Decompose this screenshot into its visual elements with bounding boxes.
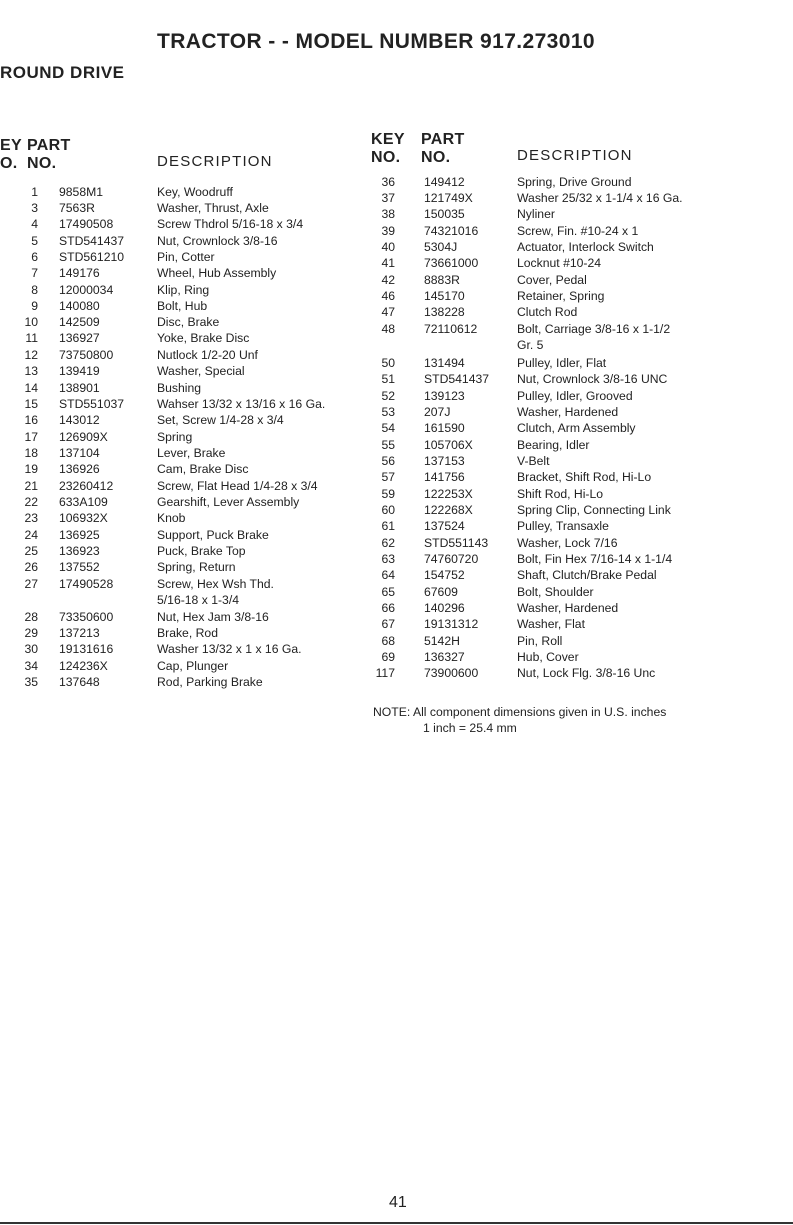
key-number: 66: [381, 601, 395, 615]
part-number: 5142H: [424, 634, 460, 648]
part-description: Cover, Pedal: [517, 273, 587, 287]
part-number: 73661000: [424, 256, 479, 270]
part-number: 136923: [59, 544, 100, 558]
part-number: 137552: [59, 560, 100, 574]
conversion-note: 1 inch = 25.4 mm: [423, 721, 517, 735]
key-number: 1: [31, 185, 38, 199]
part-description-continued: Gr. 5: [517, 338, 544, 352]
key-number: 26: [24, 560, 38, 574]
part-number: 122253X: [424, 487, 473, 501]
part-number: 142509: [59, 315, 100, 329]
part-description: Bracket, Shift Rod, Hi-Lo: [517, 470, 652, 484]
part-description: Bolt, Fin Hex 7/16-14 x 1-1/4: [517, 552, 673, 566]
key-number: 6: [31, 250, 38, 264]
key-number: 13: [24, 364, 38, 378]
key-number: 19: [24, 462, 38, 476]
part-description: Pulley, Transaxle: [517, 519, 609, 533]
dimension-note: NOTE: All component dimensions given in U.S. inches: [373, 705, 667, 719]
key-number: 17: [24, 430, 38, 444]
part-number: 7563R: [59, 201, 95, 215]
part-description: Brake, Rod: [157, 626, 218, 640]
part-description: Shift Rod, Hi-Lo: [517, 487, 604, 501]
part-description: Spring, Drive Ground: [517, 175, 632, 189]
part-description: Spring: [157, 430, 193, 444]
key-number: 39: [381, 224, 395, 238]
part-number: 137524: [424, 519, 465, 533]
key-number: 8: [31, 283, 38, 297]
key-number: 65: [381, 585, 395, 599]
part-number: 145170: [424, 289, 465, 303]
page-number: 41: [389, 1194, 407, 1211]
part-number: 137153: [424, 454, 465, 468]
key-number: 24: [24, 528, 38, 542]
left-part-header: PART NO.: [27, 137, 71, 172]
part-description: Bushing: [157, 381, 202, 395]
part-description: V-Belt: [517, 454, 550, 468]
key-number: 60: [381, 503, 395, 517]
part-description: Yoke, Brake Disc: [157, 331, 250, 345]
part-description: Puck, Brake Top: [157, 544, 246, 558]
key-number: 23: [24, 511, 38, 525]
part-number: 140296: [424, 601, 465, 615]
part-number: 73350600: [59, 610, 114, 624]
part-description: Nut, Lock Flg. 3/8-16 Unc: [517, 666, 656, 680]
part-description: Lever, Brake: [157, 446, 226, 460]
part-number: STD541437: [59, 234, 125, 248]
part-number: 137648: [59, 675, 100, 689]
key-number: 48: [381, 322, 395, 336]
part-number: 72110612: [424, 322, 478, 336]
key-number: 16: [24, 413, 38, 427]
key-number: 18: [24, 446, 38, 460]
key-number: 10: [24, 315, 38, 329]
part-number: 149176: [59, 266, 100, 280]
part-description: Cam, Brake Disc: [157, 462, 249, 476]
part-description: Rod, Parking Brake: [157, 675, 263, 689]
part-number: 141756: [424, 470, 465, 484]
key-number: 38: [381, 207, 395, 221]
part-description: Pulley, Idler, Flat: [517, 356, 607, 370]
left-key-header: EY O.: [0, 137, 22, 172]
part-description: Key, Woodruff: [157, 185, 233, 199]
bottom-rule: [0, 1222, 793, 1224]
part-description: Washer, Lock 7/16: [517, 536, 618, 550]
part-number: 131494: [424, 356, 465, 370]
part-number: 19131616: [59, 642, 114, 656]
part-description: Actuator, Interlock Switch: [517, 240, 654, 254]
part-number: 126909X: [59, 430, 108, 444]
part-number: STD551037: [59, 397, 125, 411]
part-number: 136927: [59, 331, 100, 345]
key-number: 59: [381, 487, 395, 501]
part-number: 137213: [59, 626, 100, 640]
part-description: Washer, Hardened: [517, 405, 619, 419]
key-number: 5: [31, 234, 38, 248]
key-number: 29: [24, 626, 38, 640]
key-number: 51: [381, 372, 395, 386]
key-number: 117: [375, 666, 395, 680]
part-number: 23260412: [59, 479, 114, 493]
part-number: 74321016: [424, 224, 479, 238]
key-number: 14: [24, 381, 38, 395]
part-description: Hub, Cover: [517, 650, 579, 664]
part-description: Shaft, Clutch/Brake Pedal: [517, 568, 657, 582]
key-number: 22: [24, 495, 38, 509]
part-description: Screw, Hex Wsh Thd.: [157, 577, 274, 591]
part-number: 140080: [59, 299, 100, 313]
key-number: 35: [24, 675, 38, 689]
key-number: 62: [381, 536, 395, 550]
left-description-header: DESCRIPTION: [157, 153, 273, 170]
part-description: Wahser 13/32 x 13/16 x 16 Ga.: [157, 397, 326, 411]
part-number: 137104: [59, 446, 100, 460]
part-number: 17490528: [59, 577, 114, 591]
part-number: 12000034: [59, 283, 114, 297]
key-number: 30: [24, 642, 38, 656]
part-description: Washer 13/32 x 1 x 16 Ga.: [157, 642, 302, 656]
key-number: 28: [24, 610, 38, 624]
part-number: 154752: [424, 568, 465, 582]
part-description: Screw, Fin. #10-24 x 1: [517, 224, 639, 238]
part-description: Locknut #10-24: [517, 256, 602, 270]
part-number: 121749X: [424, 191, 473, 205]
part-number: 139419: [59, 364, 100, 378]
key-number: 67: [381, 617, 395, 631]
part-description: Pin, Cotter: [157, 250, 215, 264]
key-number: 11: [25, 331, 38, 345]
part-number: 106932X: [59, 511, 108, 525]
key-number: 52: [381, 389, 395, 403]
key-number: 9: [31, 299, 38, 313]
key-number: 36: [381, 175, 395, 189]
part-number: STD551143: [424, 536, 489, 550]
part-number: 9858M1: [59, 185, 104, 199]
key-number: 47: [381, 305, 395, 319]
key-number: 12: [24, 348, 38, 362]
part-description: Washer, Thrust, Axle: [157, 201, 269, 215]
part-description: Set, Screw 1/4-28 x 3/4: [157, 413, 284, 427]
key-number: 64: [381, 568, 395, 582]
part-number: 73750800: [59, 348, 114, 362]
part-number: 124236X: [59, 659, 108, 673]
part-number: 5304J: [424, 240, 458, 254]
part-description: Nut, Hex Jam 3/8-16: [157, 610, 269, 624]
key-number: 42: [381, 273, 395, 287]
part-description: Bearing, Idler: [517, 438, 590, 452]
key-number: 56: [381, 454, 395, 468]
part-description: Nut, Crownlock 3/8-16 UNC: [517, 372, 668, 386]
page-title: TRACTOR - - MODEL NUMBER 917.273010: [157, 30, 595, 53]
part-number: STD541437: [424, 372, 490, 386]
part-description: Bolt, Hub: [157, 299, 208, 313]
key-number: 4: [31, 217, 38, 231]
key-number: 34: [24, 659, 38, 673]
key-number: 63: [381, 552, 395, 566]
key-number: 15: [24, 397, 38, 411]
part-number: 136925: [59, 528, 100, 542]
part-description: Knob: [157, 511, 186, 525]
section-subtitle: ROUND DRIVE: [0, 63, 125, 82]
part-number: 19131312: [424, 617, 479, 631]
part-number: 138228: [424, 305, 465, 319]
part-number: 207J: [424, 405, 451, 419]
part-description-continued: 5/16-18 x 1-3/4: [157, 593, 239, 607]
part-number: 122268X: [424, 503, 473, 517]
part-description: Nutlock 1/2-20 Unf: [157, 348, 258, 362]
part-description: Support, Puck Brake: [157, 528, 269, 542]
part-number: 138901: [59, 381, 100, 395]
part-number: 633A109: [59, 495, 108, 509]
part-description: Gearshift, Lever Assembly: [157, 495, 300, 509]
part-number: 136926: [59, 462, 100, 476]
part-description: Klip, Ring: [157, 283, 210, 297]
right-key-header: KEY NO.: [371, 131, 405, 166]
part-description: Clutch Rod: [517, 305, 578, 319]
part-number: 143012: [59, 413, 100, 427]
part-description: Washer 25/32 x 1-1/4 x 16 Ga.: [517, 191, 683, 205]
part-description: Spring Clip, Connecting Link: [517, 503, 671, 517]
key-number: 50: [381, 356, 395, 370]
part-description: Cap, Plunger: [157, 659, 229, 673]
part-description: Clutch, Arm Assembly: [517, 421, 636, 435]
key-number: 46: [381, 289, 395, 303]
part-number: 17490508: [59, 217, 114, 231]
key-number: 41: [381, 256, 395, 270]
part-description: Disc, Brake: [157, 315, 220, 329]
part-description: Nyliner: [517, 207, 555, 221]
part-number: 150035: [424, 207, 465, 221]
key-number: 55: [381, 438, 395, 452]
part-number: 105706X: [424, 438, 473, 452]
part-description: Screw Thdrol 5/16-18 x 3/4: [157, 217, 304, 231]
part-number: 139123: [424, 389, 465, 403]
part-number: 73900600: [424, 666, 479, 680]
part-description: Bolt, Shoulder: [517, 585, 594, 599]
key-number: 3: [31, 201, 38, 215]
part-number: 67609: [424, 585, 458, 599]
part-description: Retainer, Spring: [517, 289, 605, 303]
part-description: Bolt, Carriage 3/8-16 x 1-1/2: [517, 322, 671, 336]
part-description: Pulley, Idler, Grooved: [517, 389, 633, 403]
key-number: 25: [24, 544, 38, 558]
part-description: Wheel, Hub Assembly: [157, 266, 277, 280]
key-number: 61: [381, 519, 395, 533]
part-description: Washer, Flat: [517, 617, 585, 631]
part-number: STD561210: [59, 250, 125, 264]
right-part-header: PART NO.: [421, 131, 465, 166]
part-number: 74760720: [424, 552, 479, 566]
key-number: 40: [381, 240, 395, 254]
part-number: 161590: [424, 421, 465, 435]
part-number: 8883R: [424, 273, 460, 287]
key-number: 69: [381, 650, 395, 664]
part-description: Washer, Special: [157, 364, 245, 378]
key-number: 37: [381, 191, 395, 205]
part-description: Pin, Roll: [517, 634, 563, 648]
key-number: 21: [24, 479, 38, 493]
key-number: 54: [381, 421, 395, 435]
part-number: 149412: [424, 175, 465, 189]
part-description: Washer, Hardened: [517, 601, 619, 615]
key-number: 53: [381, 405, 395, 419]
part-description: Spring, Return: [157, 560, 236, 574]
key-number: 27: [24, 577, 38, 591]
right-description-header: DESCRIPTION: [517, 147, 633, 164]
part-number: 136327: [424, 650, 465, 664]
key-number: 57: [381, 470, 395, 484]
part-description: Screw, Flat Head 1/4-28 x 3/4: [157, 479, 318, 493]
key-number: 68: [381, 634, 395, 648]
key-number: 7: [31, 266, 38, 280]
part-description: Nut, Crownlock 3/8-16: [157, 234, 278, 248]
